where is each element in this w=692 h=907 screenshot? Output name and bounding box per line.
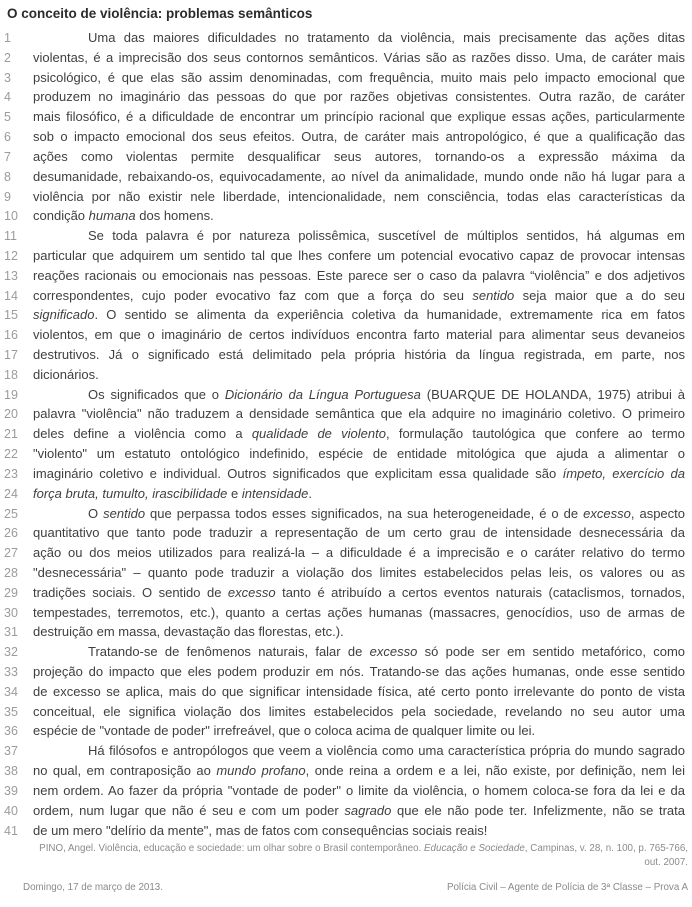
text-line xyxy=(0,781,692,801)
line-text: espécie de "vontade de poder" irrefreável, que o coloca acima de qualquer limite ou lei. xyxy=(33,723,536,739)
text-line xyxy=(0,741,692,761)
line-text: condição humana dos homens. xyxy=(33,208,214,224)
line-text: conceitual, ele significa violação dos limites estabelecidos pela sociedade, revelando no seu autor uma xyxy=(33,703,685,719)
line-text: Tratando-se de fenômenos naturais, falar de excesso só pode ser em sentido metafórico, como xyxy=(88,644,686,660)
text-line xyxy=(0,48,692,68)
line-text: projeção do impacto que eles podem produzir em nós. Tratando-se das ações humanas, onde esse sentido xyxy=(33,664,685,679)
line-number: 6 xyxy=(4,130,11,145)
text-line xyxy=(0,147,692,167)
text-line xyxy=(0,385,692,405)
line-text: Uma das maiores dificuldades no tratamento da violência, mais precisamente das ações ditas xyxy=(88,30,685,45)
line-number: 24 xyxy=(4,486,18,501)
line-number: 17 xyxy=(4,348,18,362)
line-number: 41 xyxy=(4,823,18,838)
line-number: 12 xyxy=(4,248,18,263)
line-text: Há filósofos e antropólogos que veem a violência como uma característica própria do mundo sagrado xyxy=(88,743,685,759)
text-line xyxy=(0,444,692,464)
line-text: ações como violentas permite desqualificar seus autores, tornando-os a expressão máxima da xyxy=(33,148,685,164)
text-line xyxy=(0,523,692,543)
text-line xyxy=(0,305,692,325)
text-line xyxy=(0,187,692,207)
text-line xyxy=(0,87,692,107)
line-text: "violento" um estatuto ontológico indefinido, espécie de entidade mitológica que ajuda a alimentar o xyxy=(33,446,685,462)
text-line xyxy=(0,325,692,345)
line-number: 3 xyxy=(4,70,11,85)
line-number: 29 xyxy=(4,585,18,600)
text-line xyxy=(0,286,692,306)
text-line xyxy=(0,424,692,444)
line-number: 18 xyxy=(4,367,18,382)
line-number: 31 xyxy=(4,625,18,640)
line-number: 30 xyxy=(4,605,18,620)
line-text: Se toda palavra é por natureza polissêmica, suscetível de múltiplos sentidos, há algumas em xyxy=(88,228,685,244)
line-text: nem ordem. Ao fazer da própria "vontade de poder" o limite da violência, o homem coloca-se fora da lei e da xyxy=(33,782,685,798)
text-line xyxy=(0,682,692,702)
line-text: ordem, num lugar que não é seu e com um poder sagrado que ele não pode ter. Infelizmente, não se trata xyxy=(33,802,685,818)
line-number: 26 xyxy=(4,526,18,541)
line-number: 25 xyxy=(4,506,18,521)
line-number: 10 xyxy=(4,209,18,224)
text-line xyxy=(0,28,692,48)
text-line xyxy=(0,266,692,286)
line-number: 16 xyxy=(4,328,18,343)
text-line xyxy=(0,702,692,722)
text-line xyxy=(0,801,692,821)
text-line xyxy=(0,365,692,385)
line-text: de excesso se aplica, mais do que significar intensidade física, até certo ponto irrelevante do ponto de vista xyxy=(33,683,685,699)
text-line xyxy=(0,68,692,88)
line-text: força bruta, tumulto, irascibilidade e intensidade. xyxy=(33,485,312,501)
text-line xyxy=(0,543,692,563)
line-number: 5 xyxy=(4,110,11,125)
line-text: particular que adquirem um sentido tal que lhes confere um potencial evocativo capaz de provocar intensas xyxy=(33,247,685,263)
text-line xyxy=(0,662,692,682)
text-line xyxy=(0,821,692,841)
citation-line-1: PINO, Angel. Violência, educação e sociedade: um olhar sobre o Brasil contemporâneo. Educação e Sociedade, Campinas, v. 28, n. 100, p. 765-766, xyxy=(39,843,688,855)
line-number: 36 xyxy=(4,724,18,739)
line-text: psicológico, é que elas são assim denominadas, com frequência, muito mais pelo impacto emocional que xyxy=(33,69,685,85)
line-number: 13 xyxy=(4,268,18,283)
line-text: desumanidade, rebaixando-os, equivocadamente, ao nível da animalidade, mundo onde não há lugar para a xyxy=(33,168,685,184)
footer-exam-label: Polícia Civil – Agente de Polícia de 3ª Classe – Prova A xyxy=(446,882,688,893)
text-line xyxy=(0,484,692,504)
text-line xyxy=(0,206,692,226)
document-title: O conceito de violência: problemas semânticos xyxy=(7,6,313,21)
line-number: 8 xyxy=(4,169,11,184)
line-text: ação ou dos meios utilizados para realizá-la – a dificuldade é a imprecisão e o caráter relativo do termo xyxy=(33,545,685,561)
line-text: destruição em massa, devastação das florestas, etc.). xyxy=(33,624,344,640)
line-text: Os significados que o Dicionário da Língua Portuguesa (BUARQUE DE HOLANDA, 1975) atribui à xyxy=(88,386,685,402)
line-number: 33 xyxy=(4,665,18,679)
text-line xyxy=(0,246,692,266)
line-text: correspondentes, cujo poder evocativo faz com que a força do seu sentido seja maior que a do seu xyxy=(33,287,685,303)
line-number: 27 xyxy=(4,546,18,561)
line-text: O sentido que perpassa todos esses significados, na sua heterogeneidade, é o de excesso, aspecto xyxy=(88,505,685,521)
page-footer xyxy=(0,882,692,893)
line-number: 20 xyxy=(4,407,18,422)
line-text: violentos, em que o imaginário de certos indivíduos encontra farto material para alimentar seus devaneios xyxy=(33,327,685,343)
line-text: destrutivos. Já o significado está delimitado pela própria história da língua registrada, em parte, nos xyxy=(33,347,685,362)
line-number: 32 xyxy=(4,645,18,660)
line-number: 35 xyxy=(4,704,18,719)
text-line xyxy=(0,345,692,365)
line-text: sob o impacto emocional dos seus efeitos. Outra, de caráter mais antropológico, é que a qualificação das xyxy=(33,129,685,145)
line-number: 23 xyxy=(4,466,18,481)
line-text: "desnecessária" – quanto pode traduzir a violação dos limites estabelecidos pelas leis, os valores ou as xyxy=(33,564,685,580)
text-line xyxy=(0,603,692,623)
line-number: 28 xyxy=(4,565,18,580)
line-number: 34 xyxy=(4,684,18,699)
line-number: 11 xyxy=(4,229,17,244)
line-number: 38 xyxy=(4,764,18,779)
text-line xyxy=(0,404,692,424)
citation xyxy=(0,842,692,869)
text-line xyxy=(0,642,692,662)
citation-line-2: out. 2007. xyxy=(644,856,688,868)
text-body xyxy=(0,28,692,840)
line-text: no qual, em contraposição ao mundo profano, onde reina a ordem e a lei, não existe, por definição, nem lei xyxy=(33,763,686,779)
line-text: de um mero "delírio da mente", mas de fatos com consequências sociais reais! xyxy=(33,822,488,838)
line-text: violentas, é a imprecisão dos seus contornos semânticos. Várias são as razões disso. Uma, de caráter mais xyxy=(33,49,685,65)
text-line xyxy=(0,167,692,187)
line-text: imaginário coletivo e individual. Outros significados que explicitam essa qualidade são ímpeto, exercício da xyxy=(33,465,686,481)
text-line xyxy=(0,721,692,741)
text-line xyxy=(0,226,692,246)
line-text: significado. O sentido se alimenta da experiência coletiva da humanidade, extremamente rica em fatos xyxy=(33,307,685,323)
line-number: 37 xyxy=(4,744,18,759)
line-number: 9 xyxy=(4,189,11,204)
text-line xyxy=(0,563,692,583)
line-text: reações racionais ou emocionais nas pessoas. Este parece ser o caso da palavra “violência” e dos adjetivos xyxy=(33,267,685,283)
line-number: 39 xyxy=(4,783,18,798)
line-number: 22 xyxy=(4,447,18,462)
line-text: palavra "violência" não traduzem a densidade semântica que ela adquire no imaginário coletivo. O primeiro xyxy=(33,406,685,422)
line-text: deles define a violência como a qualidade de violento, formulação tautológica que confere ao termo xyxy=(33,426,685,442)
text-line xyxy=(0,504,692,524)
text-line xyxy=(0,107,692,127)
line-number: 40 xyxy=(4,803,18,818)
line-text: violência por não existir nele liberdade, intencionalidade, nem consciência, todas elas características da xyxy=(33,188,685,204)
line-number: 14 xyxy=(4,288,18,303)
line-number: 15 xyxy=(4,308,18,323)
line-number: 7 xyxy=(4,149,11,164)
text-line xyxy=(0,761,692,781)
text-line xyxy=(0,583,692,603)
line-text: produzem no imaginário das pessoas do que por razões objetivas consistentes. Outra razão, de caráter xyxy=(33,89,685,105)
text-line xyxy=(0,464,692,484)
line-text: quantitativo que tanto pode traduzir a representação de um certo grau de intensidade desnecessária da xyxy=(33,525,685,541)
line-text: tradições sociais. O sentido de excesso tanto é atribuído a certos eventos naturais (cataclismos, tornados, xyxy=(33,584,686,600)
line-number: 1 xyxy=(4,31,11,45)
line-text: dicionários. xyxy=(33,366,99,382)
line-number: 21 xyxy=(4,427,18,442)
line-text: mais filosófico, é a dificuldade de encontrar um princípio racional que explique essas ações, particularmente xyxy=(33,109,685,125)
line-number: 2 xyxy=(4,50,11,65)
line-number: 4 xyxy=(4,90,11,105)
text-line xyxy=(0,622,692,642)
line-number: 19 xyxy=(4,387,18,402)
text-line xyxy=(0,127,692,147)
footer-date: Domingo, 17 de março de 2013. xyxy=(23,882,163,893)
line-text: tempestades, terremotos, etc.), quanto a certas ações humanas (massacres, genocídios, uso de armas de xyxy=(33,604,685,620)
